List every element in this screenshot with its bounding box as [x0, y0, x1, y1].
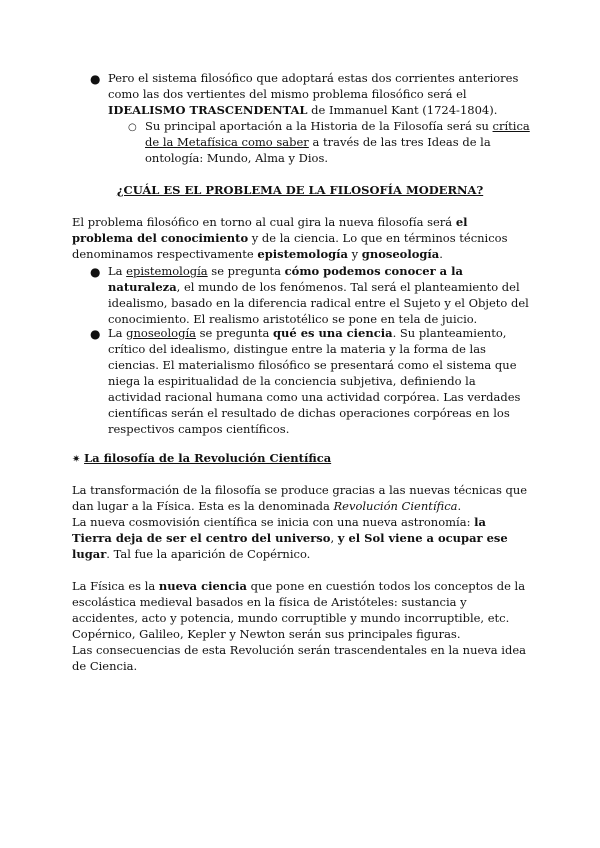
paragraph-figuras: Copérnico, Galileo, Kepler y Newton serán sus principales figuras. — [72, 627, 461, 641]
bullet-marker: ● — [90, 72, 101, 86]
paragraph-problema-conocimiento: El problema filosófico en torno al cual gira la nueva filosofía será el problema del conocimiento y de la ciencia. Lo que en términos técnicos denominamos respectivamente epistemología y gnoseología. — [72, 215, 508, 261]
bullet-marker: ● — [90, 265, 101, 279]
intro-bullet-text: Pero el sistema filosófico que adoptará estas dos corrientes anteriores como las dos vertientes del mismo problema filosófico será el IDEALISMO TRASCENDENTAL de Immanuel Kant (1724-1804). — [108, 71, 519, 117]
bullet-epistemologia-text: La epistemología se pregunta cómo podemos conocer a la naturaleza, el mundo de los fenómenos. Tal será el planteamiento del idealismo, basado en la diferencia radical entre el Sujeto y el Objeto del conocimiento. El realismo aristotélico se pone en tela de juicio. — [108, 264, 529, 326]
paragraph-cosmovision: La nueva cosmovisión científica se inicia con una nueva astronomía: la Tierra deja de ser el centro del universo, y el Sol viene a ocupar ese lugar. Tal fue la aparición de Copérnico. — [72, 515, 508, 561]
sub-bullet-marker: ○ — [128, 122, 137, 133]
intro-sub-bullet-text: Su principal aportación a la Historia de la Filosofía será su crítica de la Metafísica como saber a través de las tres Ideas de la ontología: Mundo, Alma y Dios. — [145, 119, 530, 165]
paragraph-consecuencias: Las consecuencias de esta Revolución serán trascendentales en la nueva idea de Ciencia. — [72, 643, 526, 673]
paragraph-transformacion: La transformación de la filosofía se produce gracias a las nuevas técnicas que dan lugar a la Física. Esta es la denominada Revolución Científica. — [72, 483, 528, 513]
paragraph-fisica-nueva-ciencia: La Física es la nueva ciencia que pone en cuestión todos los conceptos de la escolástica medieval basados en la física de Aristóteles: sustancia y accidentes, acto y potencia, mundo corruptible y mundo incorruptible, etc. — [72, 579, 526, 625]
bullet-gnoseologia-text: La gnoseología se pregunta qué es una ciencia. Su planteamiento, crítico del idealismo, distingue entre la materia y la forma de las ciencias. El materialismo filosófico se presentará como el sistema que niega la espiritualidad de la conciencia subjetiva, definiendo la actividad racional humana como una actividad corpórea. Las verdades científicas serán el resultado de dichas operaciones corpóreas en los respectivos campos científicos. — [108, 326, 521, 436]
star-icon: ✷ — [72, 454, 81, 465]
heading-revolucion-cientifica: ✷ La filosofía de la Revolución Científica — [72, 451, 332, 465]
heading-problema-filosofia-moderna: ¿CUÁL ES EL PROBLEMA DE LA FILOSOFÍA MODERNA? — [116, 183, 484, 197]
bullet-marker: ● — [90, 327, 101, 341]
